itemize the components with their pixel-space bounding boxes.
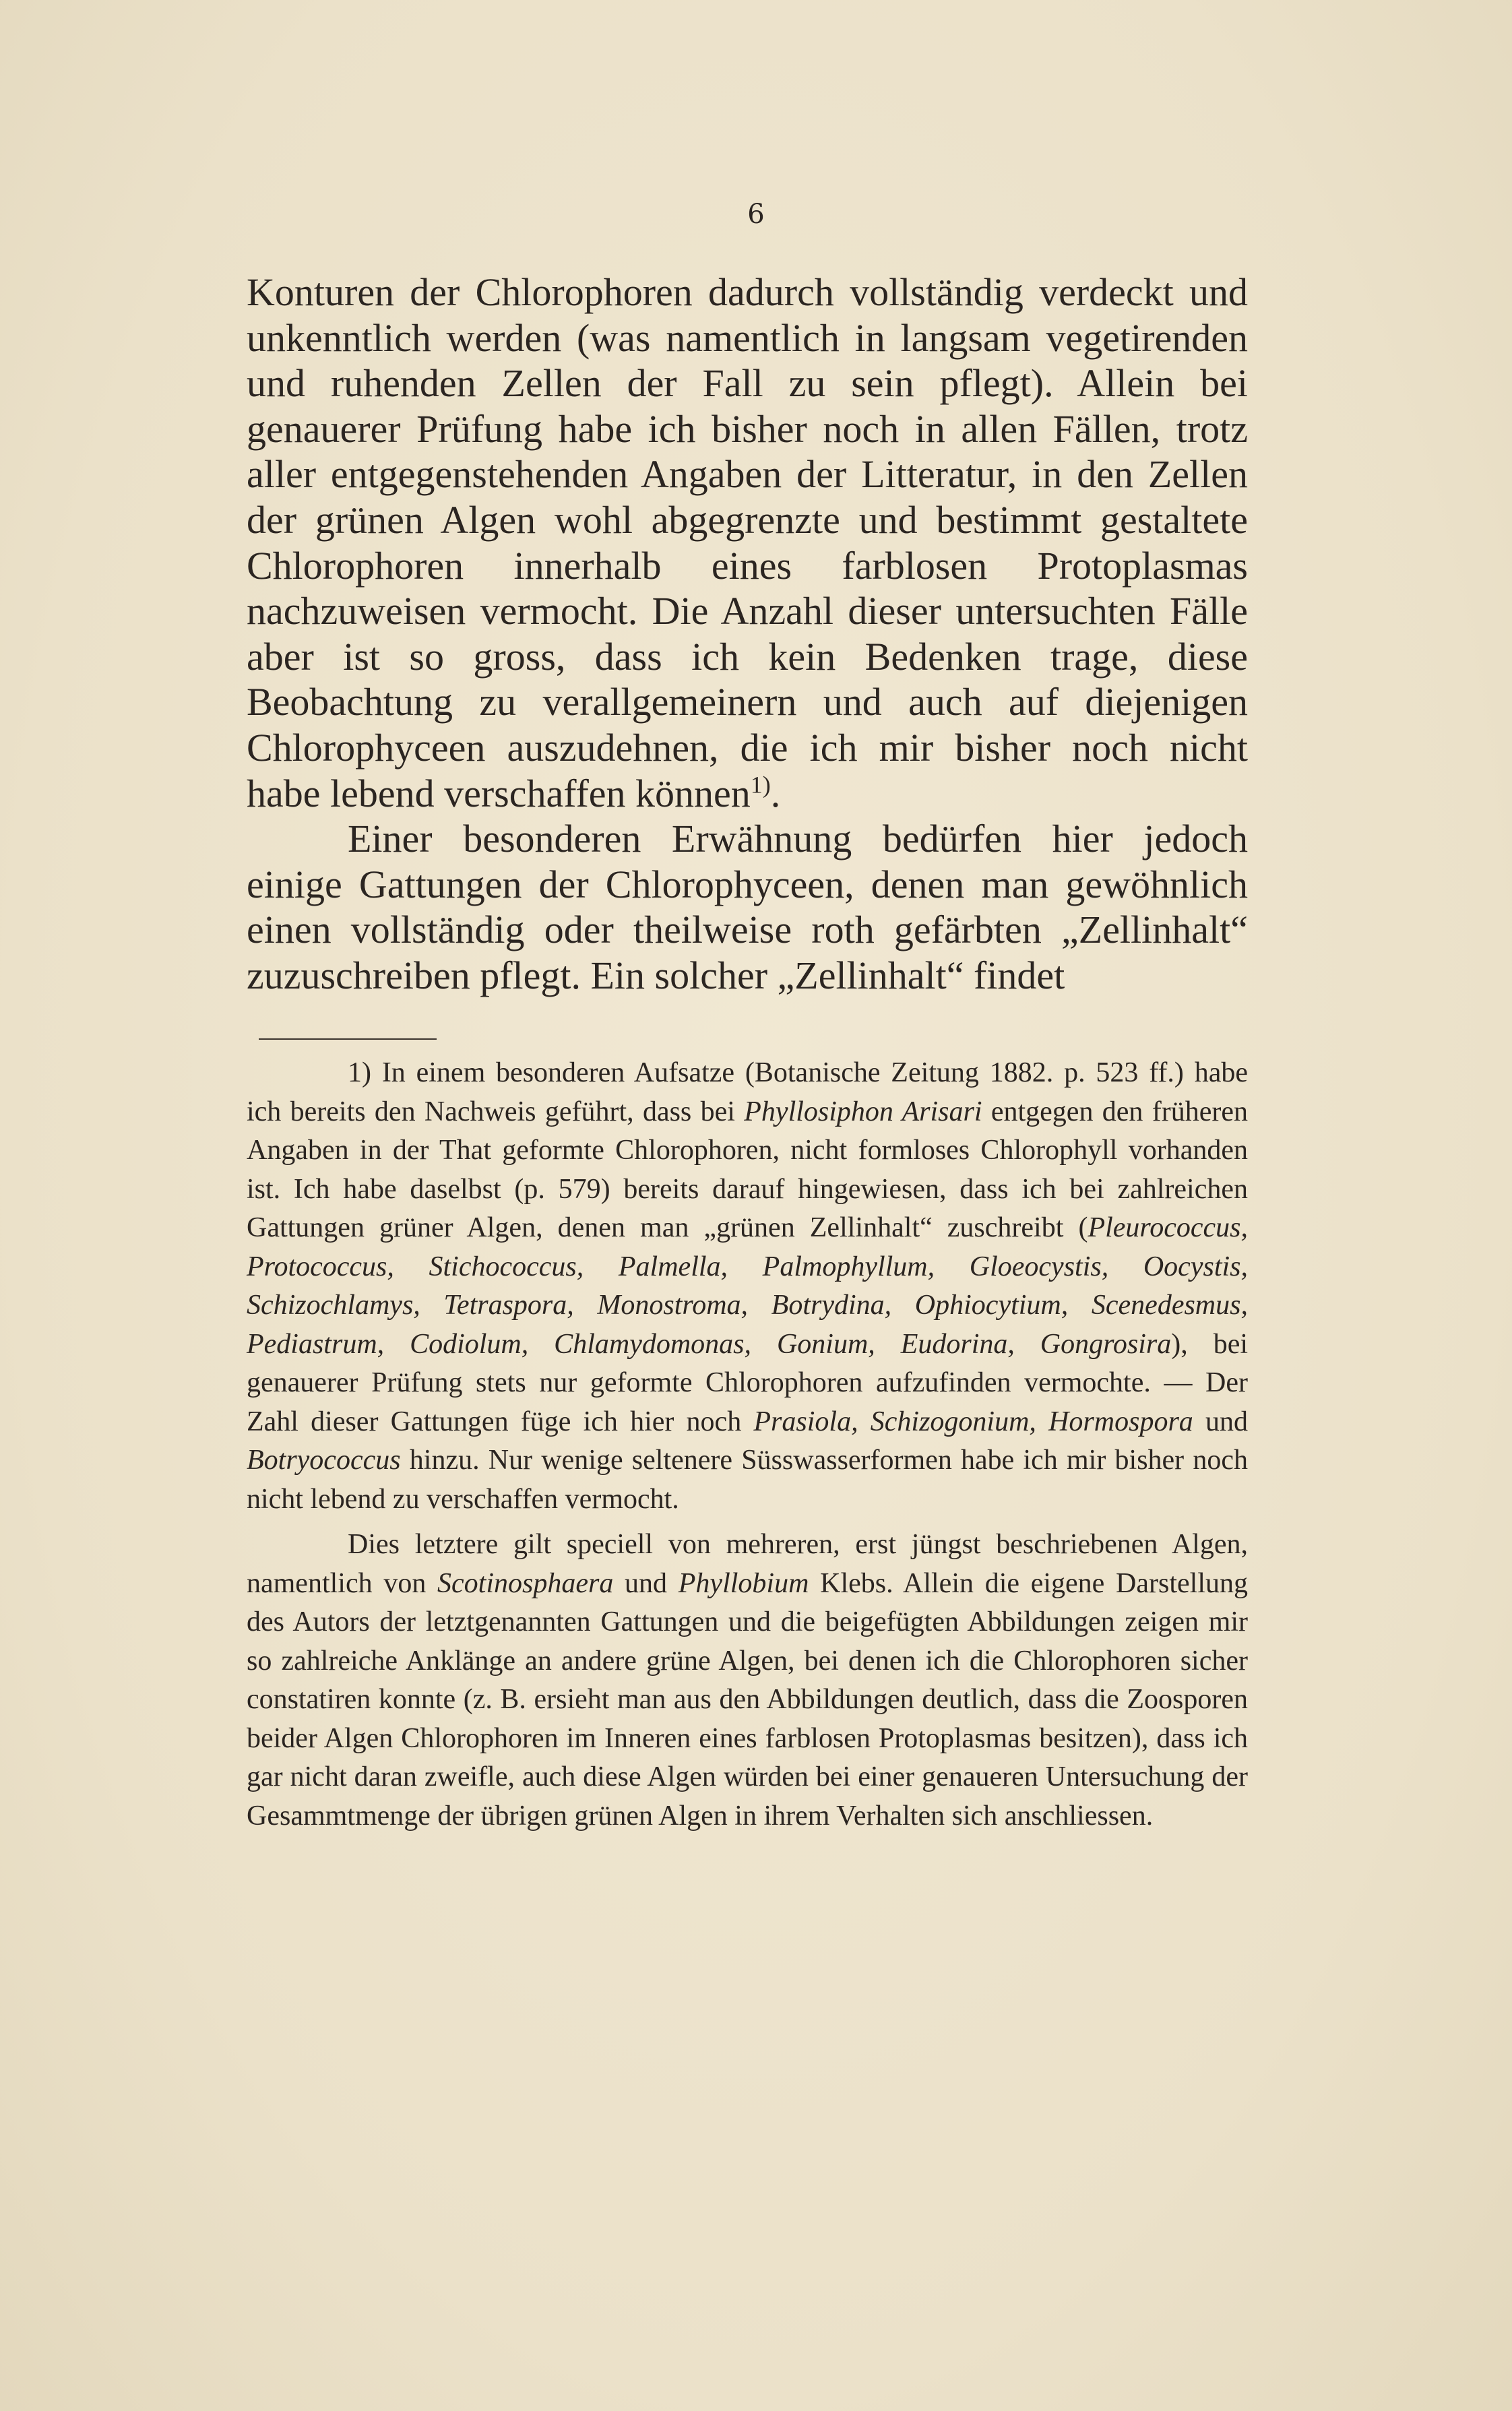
footnote-separator <box>259 1038 437 1040</box>
genus-list-2: Prasiola, Schizogonium, Hormospora <box>753 1406 1193 1437</box>
body-paragraph-2: Einer besonderen Erwähnung bedürfen hier jedoch einige Gattungen der Chlorophyceen, denen man gewöhnlich einen vollständig oder theilweise roth gefärbten „Zellinhalt“ zuzuschreiben pflegt. Ein solcher „Zellinhalt“ findet <box>247 817 1248 997</box>
taxon-name: Phyllosiphon Arisari <box>744 1096 982 1127</box>
body-paragraph-1 <box>247 270 1248 816</box>
paragraph-1-end: . <box>770 771 781 815</box>
page-number: 6 <box>747 199 765 230</box>
footnote-block <box>247 1054 1248 1836</box>
footnote-marker: 1) <box>348 1057 371 1088</box>
genus-name: Botryococcus <box>247 1445 401 1476</box>
paragraph-1-text: Konturen der Chlorophoren dadurch vollständig verdeckt und unkenntlich werden (was namentlich in langsam vegetirenden und ruhenden Zellen der Fall zu sein pflegt). Allein bei genauerer Prüfung habe ich bisher noch in allen Fällen, trotz aller entgegenstehenden Angaben der Litteratur, in den Zellen der grünen Algen wohl abgegrenzte und bestimmt gestaltete Chlorophoren innerhalb eines farblosen Protoplasmas nachzuweisen vermocht. Die Anzahl dieser untersuchten Fälle aber ist so gross, dass ich kein Bedenken trage, diese Beobachtung zu verallgemeinern und auch auf diejenigen Chlorophyceen auszudehnen, die ich mir bisher noch nicht habe lebend verschaffen können <box>247 270 1248 815</box>
footnote-reference: 1) <box>750 771 771 799</box>
footnote-paragraph-2: Dies letztere gilt speciell von mehreren, erst jüngst beschriebenen Algen, namentlich von Scotinosphaera und Phyllobium Klebs. Allein die eigene Darstellung des Autors der letztgenannten Gattungen und die beigefügten Abbildungen zeigen mir so zahlreiche Anklänge an andere grüne Algen, bei denen ich die Chlorophoren sicher constatiren konnte (z. B. ersieht man aus den Abbildungen deutlich, dass die Zoosporen beider Algen Chlorophoren im Inneren eines farblosen Protoplasmas besitzen), dass ich gar nicht daran zweifle, auch diese Algen würden bei einer genaueren Untersuchung der Gesammtmenge der übrigen grünen Algen in ihrem Verhalten sich anschliessen. <box>247 1529 1248 1831</box>
genus-name-scotinosphaera: Scotinosphaera <box>437 1567 614 1599</box>
footnote-paragraph-1: 1) In einem besonderen Aufsatze (Botanische Zeitung 1882. p. 523 ff.) habe ich bereits den Nachweis geführt, dass bei Phyllosiphon Arisari entgegen den früheren Angaben in der That geformte Chlorophoren, nicht formloses Chlorophyll vorhanden ist. Ich habe daselbst (p. 579) bereits darauf hingewiesen, dass ich bei zahlreichen Gattungen grüner Algen, denen man „grünen Zellinhalt“ zuschreibt (Pleurococcus, Protococcus, Stichococcus, Palmella, Palmophyllum, Gloeocystis, Oocystis, Schizochlamys, Tetraspora, Monostroma, Botrydina, Ophiocytium, Scenedesmus, Pediastrum, Codiolum, Chlamydomonas, Gonium, Eudorina, Gongrosira), bei genauerer Prüfung stets nur geformte Chlorophoren aufzufinden vermochte. — Der Zahl dieser Gattungen füge ich hier noch Prasiola, Schizogonium, Hormospora und Botryococcus hinzu. Nur wenige seltenere Süsswasserformen habe ich mir bisher noch nicht lebend zu verschaffen vermocht. <box>247 1057 1249 1515</box>
genus-name-phyllobium: Phyllobium <box>678 1567 809 1599</box>
genus-list: Pleurococcus, Protococcus, Stichococcus, Palmella, Palmophyllum, Gloeocystis, Oocystis, Schizochlamys, Tetraspora, Monostroma, Botrydina, Ophiocytium, Scenedesmus, Pediastrum, Codiolum, Chlamydomonas, Gonium, Eudorina, Gongrosira <box>247 1212 1248 1360</box>
main-text <box>247 270 1248 999</box>
